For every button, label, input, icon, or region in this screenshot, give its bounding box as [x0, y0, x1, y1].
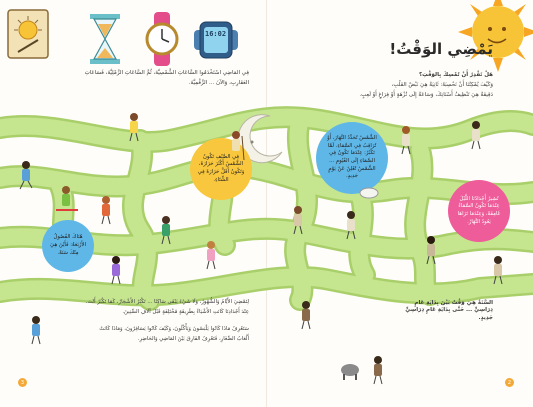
right-bottom-text: السَّنَةُ هِيَ وَقْتٌ بَيْنَ بِدَايَةِ عَامٍ دِرَاسِيٍّ ... حَتَّى بِدَايَةِ عَامٍ دِرَاسِيٍّ جَدِيدٍ.	[405, 300, 493, 321]
smartwatch-time: 16:02	[205, 30, 227, 38]
page-number-left: 3	[18, 378, 27, 387]
page-title: يَمْضِي الوَقْتُ!	[389, 40, 493, 58]
left-intro-line-1: فِي المَاضِي اسْتَخْدَمُوا السَّاعَاتِ الشَّمْسِيَّةَ، ثُمَّ السَّاعَاتِ الرَّمْلِيَّةَ، فَسَاعَاتِ	[84, 70, 249, 76]
intro-line-2: دَقِيقَةٌ هِيَ تَنْظِيفُ أَسْنَانِكَ، وَسَاعَةٌ إِلَى نُزْهَةٍ أَوْ فِرَاغٍ أَوْ لَعِبٍ.	[359, 92, 493, 98]
page-number-right: 2	[505, 378, 514, 387]
left-bottom-line-2: عِنْدَ أَجْدَادِنَا كَانَتِ الأَشْيَاءُ بِطَرِيقَةٍ مُخْتَلِفَةٍ قَبْلَ آلَافِ السِّنِينَ.	[122, 309, 249, 315]
bubble-moon: تُشِيرُ أَجْدَادُنَا اللَّيْلَ عِنْدَمَا تَكُونُ السَّمَاءُ غَامِقَةً، وَعِنْدَمَا تَرَاهَا يَعُودُ النَّهَارُ.	[448, 180, 510, 242]
intro-heading: هَلْ تَقْدِرُ أَنْ تُمْسِكَ بِالوَقْتِ؟	[418, 72, 493, 78]
left-intro-line-2: العَقَارِبِ، وَالآنَ ... الرَّقْمِيَّةَ.	[188, 80, 249, 86]
left-bottom-line-3: سَتَعْرِفُ مَاذَا كَانُوا يَلْبَسُونَ وَيَأْكُلُونَ، وَكَيْفَ كَانُوا يَسَافِرُونَ، وَمَاذَا كَانَتْ	[99, 326, 249, 332]
bubble-seasons: هُنَاكَ الفُصُولُ الأَرْبَعَةُ: فَأَيْنَ هِيَ مِنْكَ سَنَةٌ.	[42, 220, 94, 272]
intro-line-1: وَكَيْفَ يُمْكِنُنَا أَنْ نَحْسِبَهُ: ثَانِيَةٌ هِيَ نَبْضُ القَلْبِ،	[391, 82, 493, 88]
left-bottom-line-4: أَلْعَابُ الصِّغَارِ، فَتَعْرِفُ الفَارِقَ بَيْنَ المَاضِي وَالحَاضِرِ.	[137, 336, 249, 342]
bubble-summer: فِي الصَّيْفِ تَكُونُ الشَّمْسُ أَكْثَرَ حَرَارَةً، وَتَكُونُ أَقَلَّ حَرَارَةً فِي الشِّتَاءِ.	[190, 138, 252, 200]
bubble-sun: الشَّمْسُ تُحَدِّدُ النَّهَارَ، أَوْ تُرَاقِبُ فِي السَّمَاءِ. لَمَّا تَكْبُرُ: عِنْدَمَا تَكُونُ فِي السَّمَاءِ إِلَى الغُيُومِ ... الشَّمْسُ تُعْلِنُ عَنْ يَوْمٍ جَدِيدٍ.	[316, 122, 388, 194]
left-bottom-line-1: لِتَمْضِيَ الأَيَّامُ وَالشُّهُورُ، وَلَا شَيْءَ يَبْقَى سَاكِنًا ... تَكْبُرُ الأَشْجَارُ، كَمَا تَكْبُرُ أَنْتَ.	[85, 299, 249, 305]
